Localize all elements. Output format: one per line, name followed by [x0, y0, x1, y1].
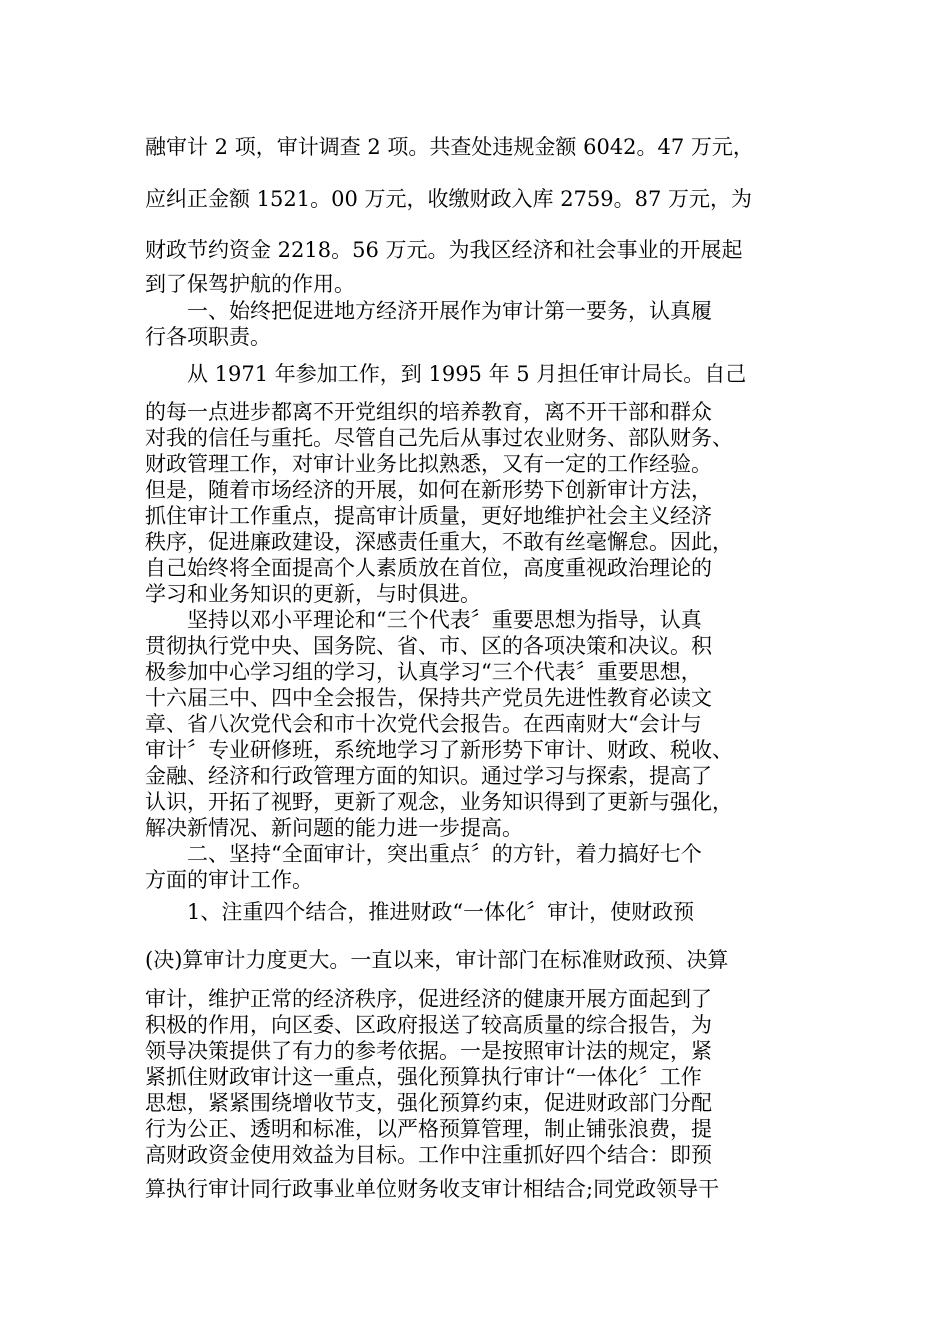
text-line: 财政管理工作，对审计业务比拟熟悉，又有一定的工作经验。	[145, 452, 712, 476]
text-line: 金融、经济和行政管理方面的知识。通过学习与探索，提高了	[145, 764, 712, 788]
text-line: 学习和业务知识的更新，与时俱进。	[145, 582, 481, 606]
text-line: 高财政资金使用效益为目标。工作中注重抓好四个结合：即预	[145, 1143, 712, 1167]
text-line: 二、坚持“全面审计，突出重点〞的方针，着力搞好七个	[145, 842, 702, 866]
text-line: 贯彻执行党中央、国务院、省、市、区的各项决策和决议。积	[145, 634, 712, 658]
text-line: 算执行审计同行政事业单位财务收支审计相结合;同党政领导干	[145, 1177, 720, 1201]
text-line: 抓住审计工作重点，提高审计质量，更好地维护社会主义经济	[145, 504, 712, 528]
text-line: 认识，开拓了视野，更新了观念，业务知识得到了更新与强化，	[145, 790, 733, 814]
text-line: 应纠正金额 1521。00 万元，收缴财政入库 2759。87 万元，为	[145, 187, 753, 211]
text-line: 审计〞专业研修班，系统地学习了新形势下审计、财政、税收、	[145, 738, 733, 762]
text-line: 审计，维护正常的经济秩序，促进经济的健康开展方面起到了	[145, 987, 712, 1011]
text-line: 方面的审计工作。	[145, 868, 313, 892]
text-line: 从 1971 年参加工作，到 1995 年 5 月担任审计局长。自己	[145, 362, 747, 386]
text-line: 秩序，促进廉政建设，深感责任重大，不敢有丝毫懈怠。因此，	[145, 530, 733, 554]
text-line: 极参加中心学习组的学习，认真学习“三个代表〞重要思想，	[145, 660, 702, 684]
text-line: 但是，随着市场经济的开展，如何在新形势下创新审计方法，	[145, 478, 712, 502]
text-line: 解决新情况、新问题的能力进一步提高。	[145, 816, 523, 840]
text-line: 坚持以邓小平理论和“三个代表〞重要思想为指导，认真	[145, 608, 702, 632]
text-line: 到了保驾护航的作用。	[145, 272, 355, 296]
text-line: 紧抓住财政审计这一重点，强化预算执行审计“一体化〞工作	[145, 1065, 702, 1089]
text-line: (决)算审计力度更大。一直以来，审计部门在标准财政预、决算	[145, 948, 729, 972]
text-line: 融审计 2 项，审计调查 2 项。共查处违规金额 6042。47 万元，	[145, 135, 754, 159]
text-line: 领导决策提供了有力的参考依据。一是按照审计法的规定，紧	[145, 1039, 712, 1063]
text-line: 十六届三中、四中全会报告，保持共产党员先进性教育必读文	[145, 686, 712, 710]
text-line: 章、省八次党代会和市十次党代会报告。在西南财大“会计与	[145, 712, 702, 736]
text-line: 的每一点进步都离不开党组织的培养教育，离不开干部和群众	[145, 400, 712, 424]
text-line: 积极的作用，向区委、区政府报送了较高质量的综合报告，为	[145, 1013, 712, 1037]
text-line: 对我的信任与重托。尽管自己先后从事过农业财务、部队财务、	[145, 426, 733, 450]
text-line: 一、始终把促进地方经济开展作为审计第一要务，认真履	[145, 299, 712, 323]
text-line: 财政节约资金 2218。56 万元。为我区经济和社会事业的开展起	[145, 238, 743, 262]
text-line: 1、注重四个结合，推进财政“一体化〞审计，使财政预	[145, 900, 695, 924]
text-line: 行各项职责。	[145, 325, 271, 349]
text-line: 自己始终将全面提高个人素质放在首位，高度重视政治理论的	[145, 556, 712, 580]
text-line: 思想，紧紧围绕增收节支，强化预算约束，促进财政部门分配	[145, 1091, 712, 1115]
text-line: 行为公正、透明和标准，以严格预算管理，制止铺张浪费，提	[145, 1117, 712, 1141]
